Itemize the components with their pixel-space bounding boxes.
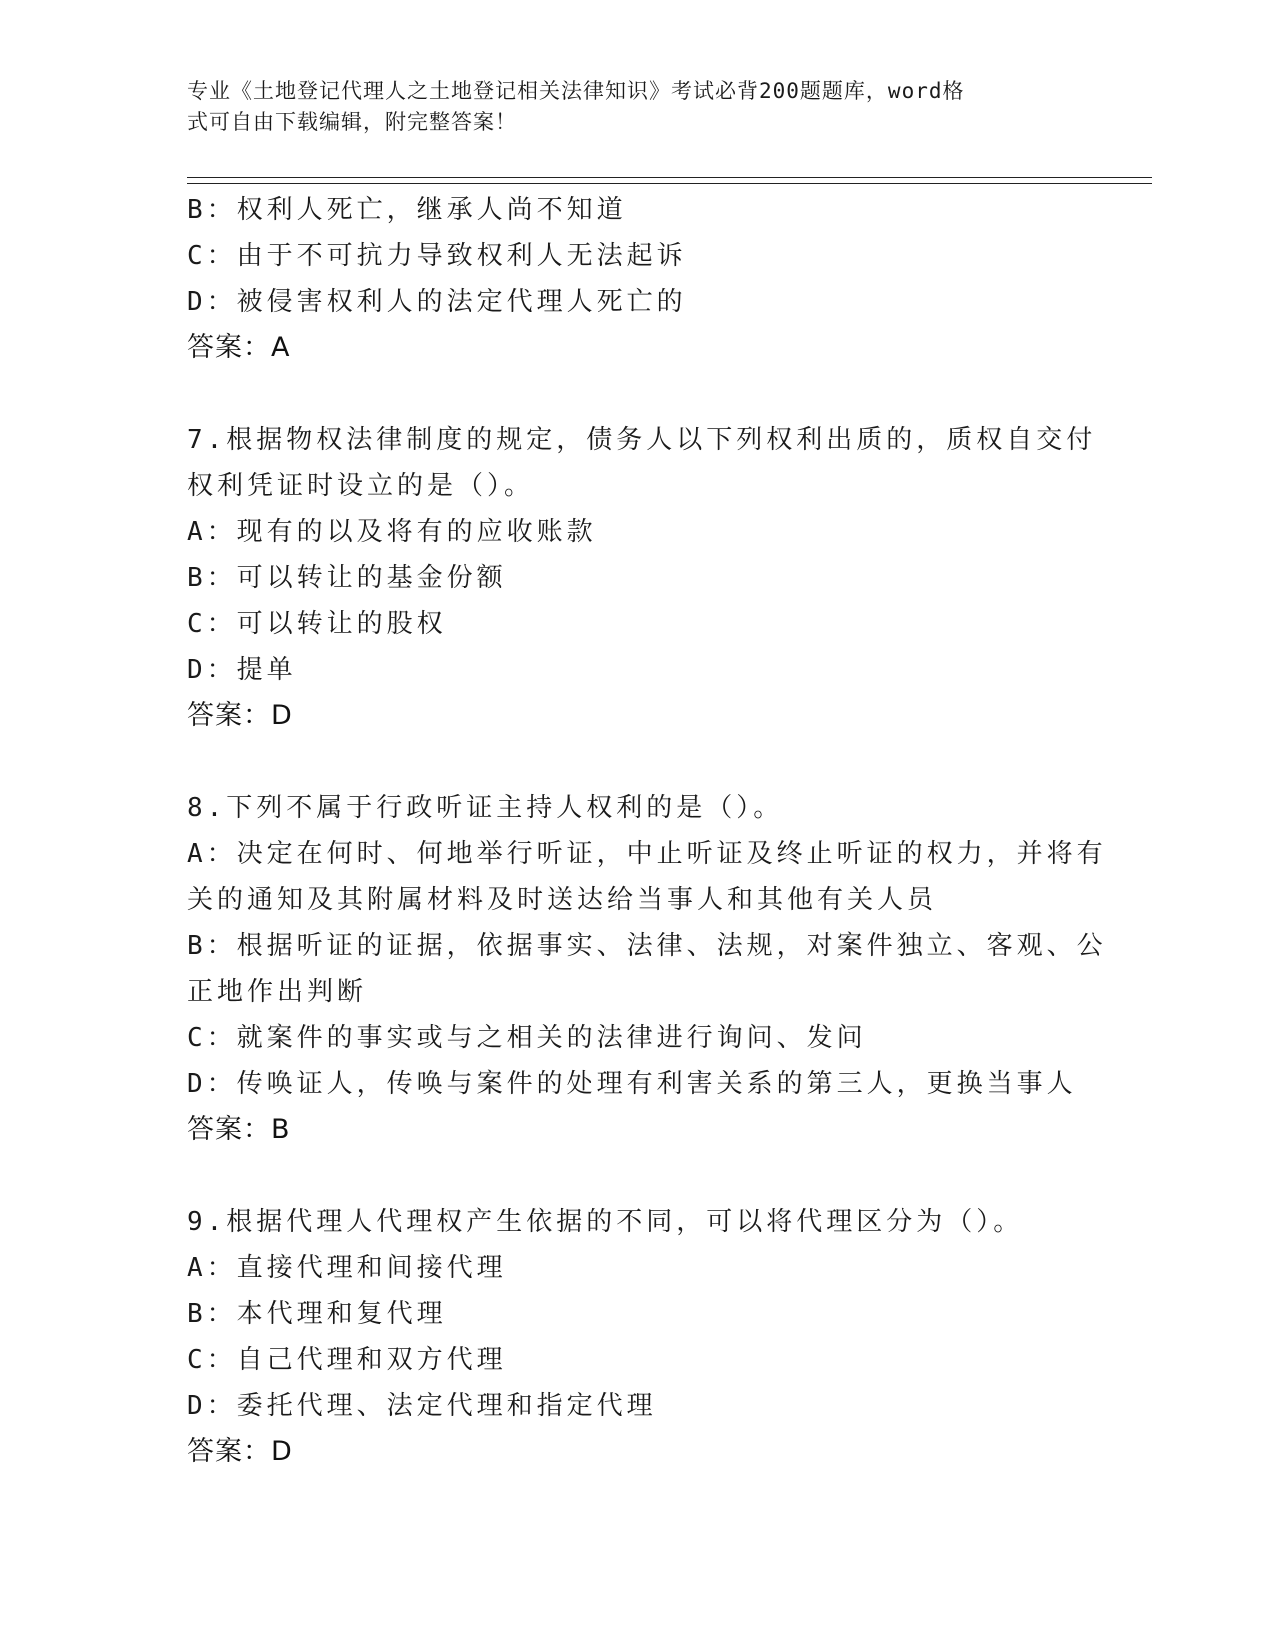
header-divider-bottom <box>187 183 1152 184</box>
option-a: A：现有的以及将有的应收账款 <box>187 517 597 547</box>
question-stem-line: 8.下列不属于行政听证主持人权利的是（）。 <box>187 793 784 823</box>
question-stem-line: 9.根据代理人代理权产生依据的不同，可以将代理区分为（）。 <box>187 1207 1024 1237</box>
option-c: C：可以转让的股权 <box>187 609 447 639</box>
header-divider-top <box>187 177 1152 178</box>
header-line-2: 式可自由下载编辑，附完整答案！ <box>187 110 517 134</box>
option-c: C：就案件的事实或与之相关的法律进行询问、发问 <box>187 1023 867 1053</box>
option-c: C：自己代理和双方代理 <box>187 1345 507 1375</box>
document-header <box>187 76 1067 138</box>
option-b: B：根据听证的证据，依据事实、法律、法规，对案件独立、客观、公 <box>187 931 1107 961</box>
question-9 <box>187 1199 1087 1475</box>
header-line-1: 专业《土地登记代理人之土地登记相关法律知识》考试必背200题题库，word格 <box>187 79 965 103</box>
option-a: A：决定在何时、何地举行听证，中止听证及终止听证的权力，并将有 <box>187 839 1107 869</box>
answer-line: 答案：D <box>187 1436 293 1467</box>
option-d: D：传唤证人，传唤与案件的处理有利害关系的第三人，更换当事人 <box>187 1069 1077 1099</box>
option-b: B：权利人死亡，继承人尚不知道 <box>187 195 627 225</box>
spacer <box>187 739 1087 785</box>
question-stem-line: 7.根据物权法律制度的规定，债务人以下列权利出质的，质权自交付 <box>187 425 1097 455</box>
option-b: B：本代理和复代理 <box>187 1299 447 1329</box>
answer-line: 答案：D <box>187 700 293 731</box>
option-d: D：被侵害权利人的法定代理人死亡的 <box>187 287 687 317</box>
question-stem-line: 权利凭证时设立的是（）。 <box>187 471 535 501</box>
question-8 <box>187 785 1107 1153</box>
option-d: D：委托代理、法定代理和指定代理 <box>187 1391 657 1421</box>
question-list <box>187 187 1107 1475</box>
answer-line: 答案：A <box>187 332 291 363</box>
spacer <box>187 371 1087 417</box>
option-b-continued: 正地作出判断 <box>187 977 368 1007</box>
question-7 <box>187 417 1097 739</box>
option-d: D：提单 <box>187 655 297 685</box>
question-continued <box>187 187 1087 371</box>
option-c: C：由于不可抗力导致权利人无法起诉 <box>187 241 687 271</box>
option-a: A：直接代理和间接代理 <box>187 1253 507 1283</box>
spacer <box>187 1153 1087 1199</box>
option-b: B：可以转让的基金份额 <box>187 563 507 593</box>
option-a-continued: 关的通知及其附属材料及时送达给当事人和其他有关人员 <box>187 885 938 915</box>
answer-line: 答案：B <box>187 1114 291 1145</box>
